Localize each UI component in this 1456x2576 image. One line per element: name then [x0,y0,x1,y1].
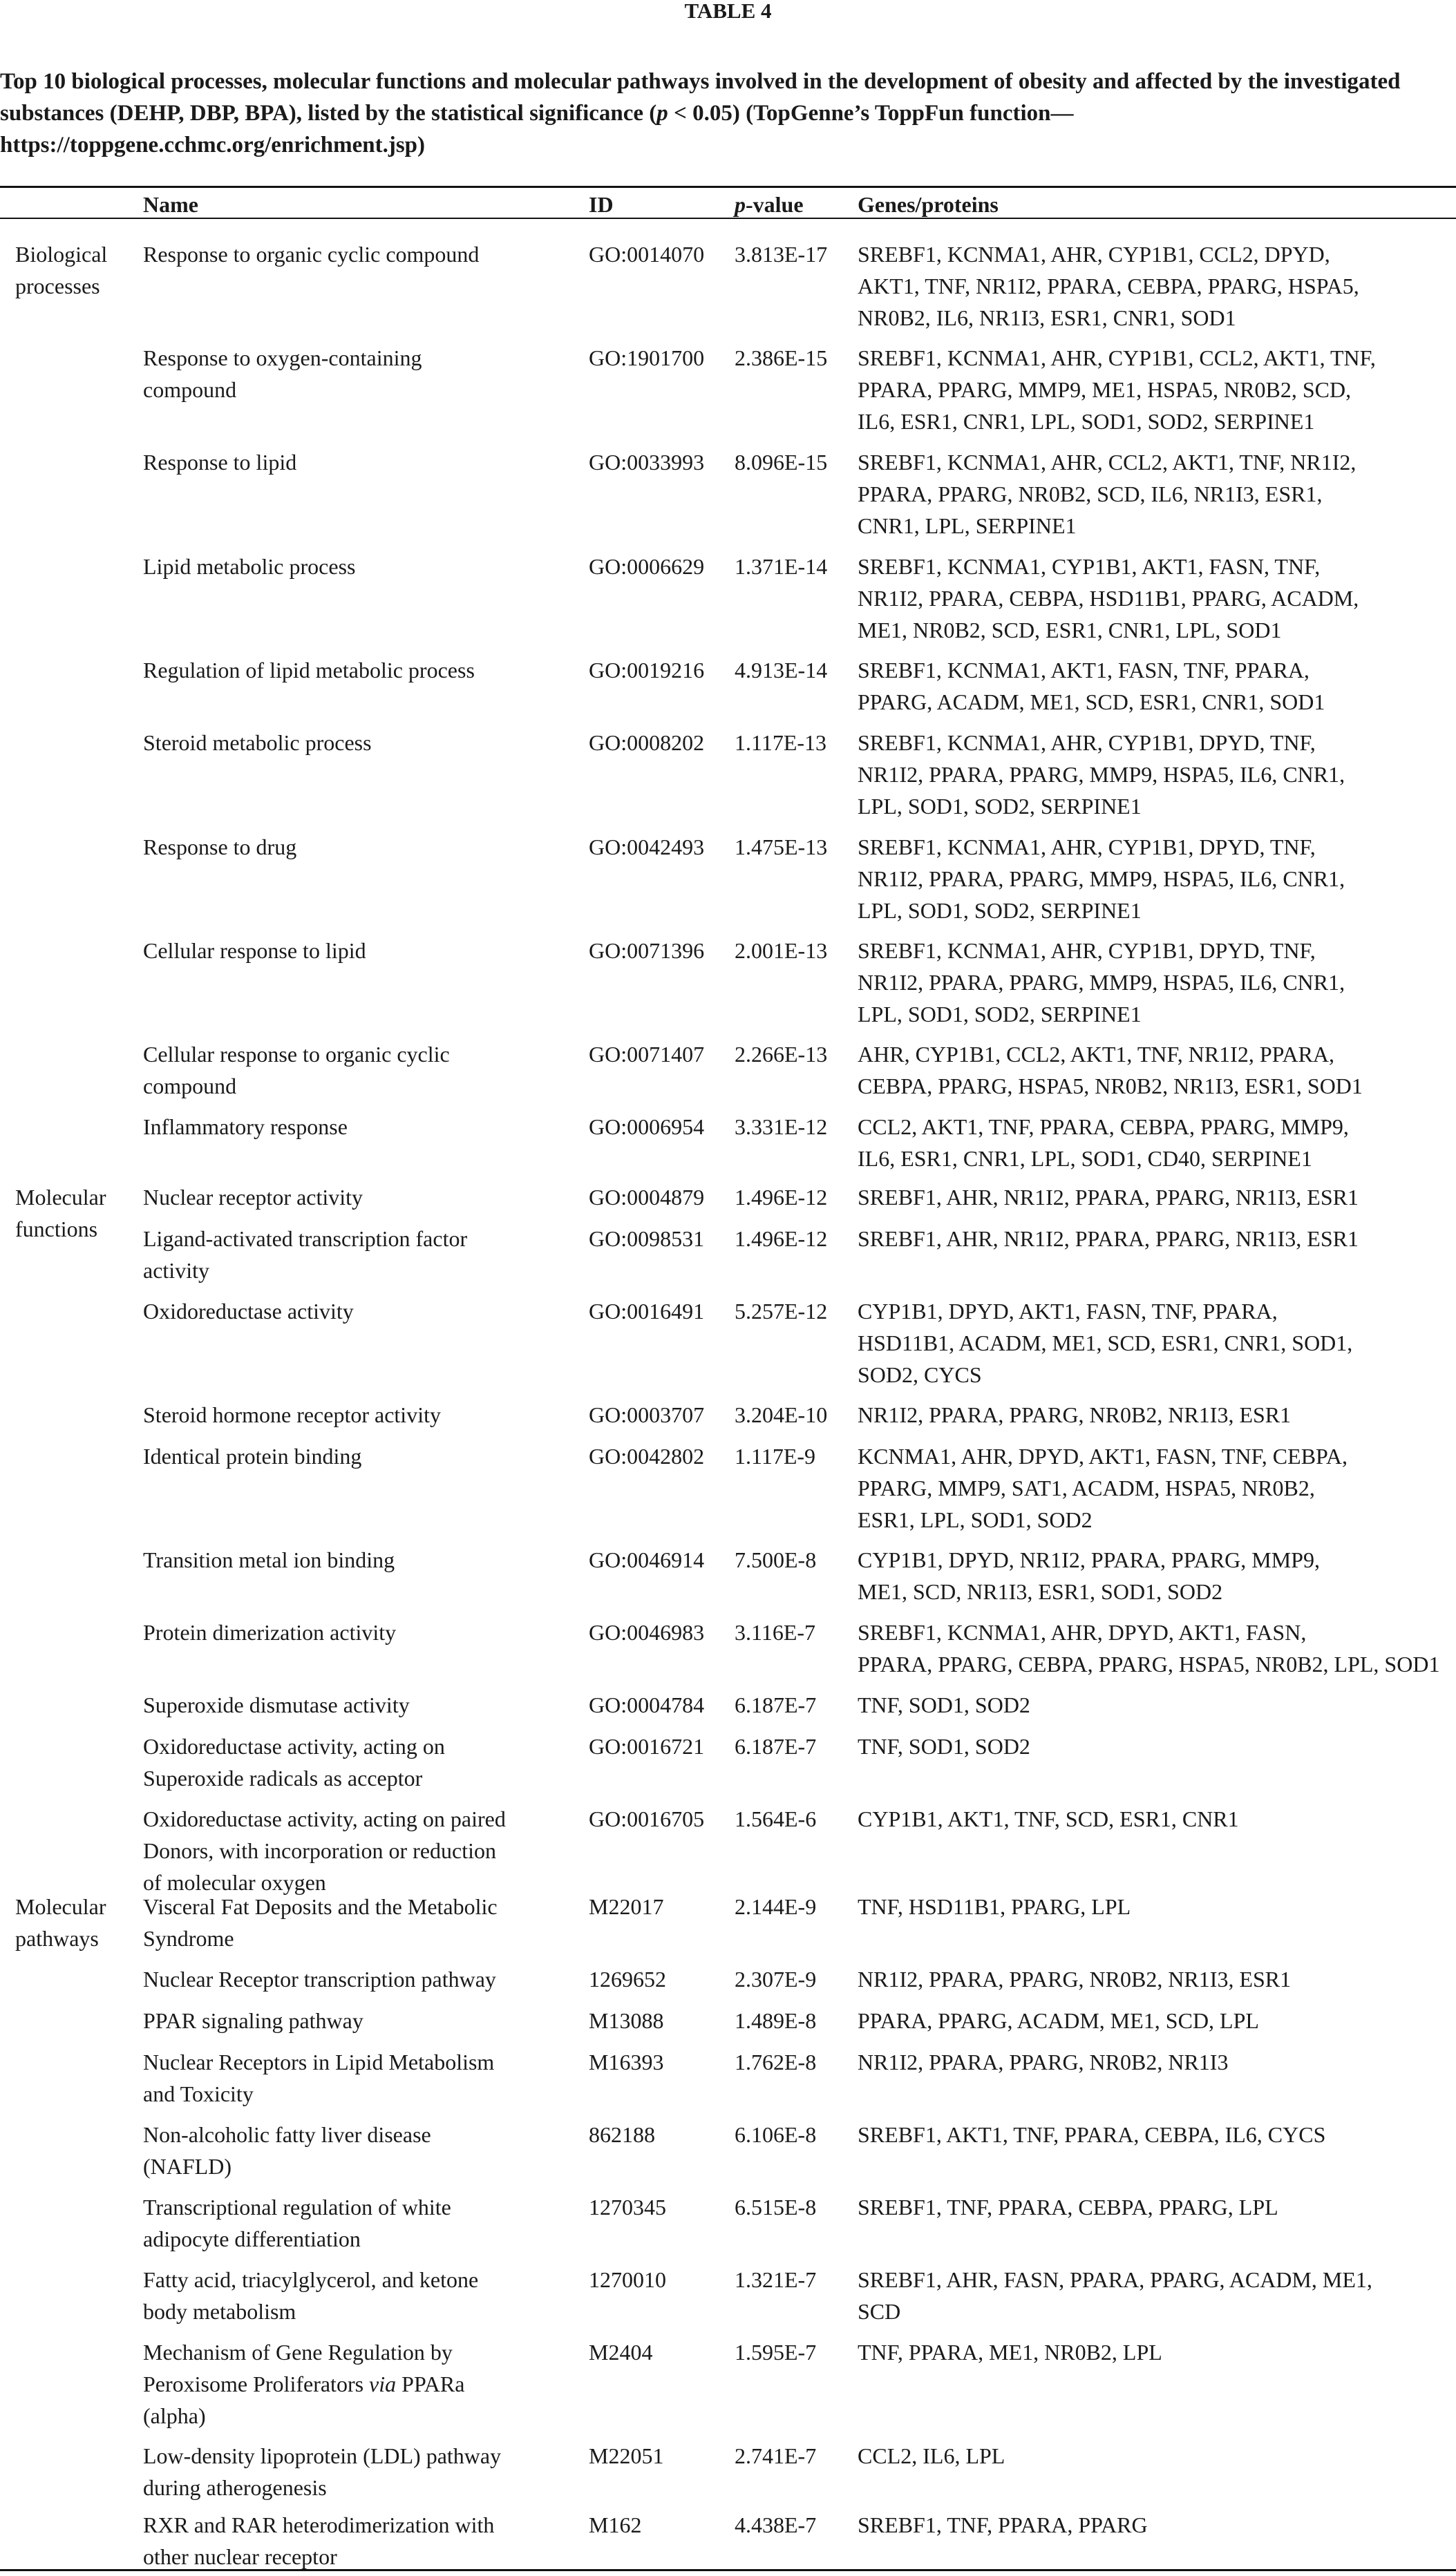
row-6-id: GO:0042493 [589,834,705,859]
row-5-genes: SREBF1, KCNMA1, AHR, CYP1B1, DPYD, TNF, NR1I2, PPARA, PPARG, MMP9, HSPA5, IL6, CNR1, LPL, SOD1, SOD2, SERPINE1 [858,730,1345,819]
row-26-name: Fatty acid, triacylglycerol, and ketone body metabolism [143,2267,479,2324]
row-18-genes: TNF, SOD1, SOD2 [858,1734,1030,1759]
row-12-name: Oxidoreductase activity [143,1299,354,1324]
row-6-genes: SREBF1, KCNMA1, AHR, CYP1B1, DPYD, TNF, NR1I2, PPARA, PPARG, MMP9, HSPA5, IL6, CNR1, LPL, SOD1, SOD2, SERPINE1 [858,834,1345,923]
header-id: ID [589,192,614,217]
row-21-name: Nuclear Receptor transcription pathway [143,1967,496,1992]
row-1-name: Response to oxygen-containing compound [143,345,422,402]
row-2-genes: SREBF1, KCNMA1, AHR, CCL2, AKT1, TNF, NR1I2, PPARA, PPARG, NR0B2, SCD, IL6, NR1I3, ESR1, CNR1, LPL, SERPINE1 [858,450,1356,538]
row-4-pvalue: 4.913E-14 [735,658,828,683]
row-24-pvalue: 6.106E-8 [735,2122,817,2147]
row-22-id: M13088 [589,2008,664,2033]
row-0-genes: SREBF1, KCNMA1, AHR, CYP1B1, CCL2, DPYD, AKT1, TNF, NR1I2, PPARA, CEBPA, PPARG, HSPA5, NR0B2, IL6, NR1I3, ESR1, CNR1, SOD1 [858,242,1359,330]
row-16-id: GO:0046983 [589,1620,705,1645]
row-16-pvalue: 3.116E-7 [735,1620,816,1645]
row-21-pvalue: 2.307E-9 [735,1967,817,1992]
table-bottom-rule [0,2569,1456,2571]
row-15-name: Transition metal ion binding [143,1547,395,1572]
row-29-pvalue: 4.438E-7 [735,2512,817,2537]
row-13-name: Steroid hormone receptor activity [143,1402,441,1427]
row-10-pvalue: 1.496E-12 [735,1185,828,1210]
row-0-name: Response to organic cyclic compound [143,242,480,267]
row-15-pvalue: 7.500E-8 [735,1547,817,1572]
row-26-pvalue: 1.321E-7 [735,2267,817,2292]
row-9-id: GO:0006954 [589,1114,705,1139]
row-23-genes: NR1I2, PPARA, PPARG, NR0B2, NR1I3 [858,2050,1229,2074]
row-9-genes: CCL2, AKT1, TNF, PPARA, CEBPA, PPARG, MMP9, IL6, ESR1, CNR1, LPL, SOD1, CD40, SERPINE1 [858,1114,1349,1171]
row-10-name: Nuclear receptor activity [143,1185,363,1210]
row-18-id: GO:0016721 [589,1734,705,1759]
row-22-pvalue: 1.489E-8 [735,2008,817,2033]
section-label-biological-processes: Biological processes [15,242,108,298]
row-17-genes: TNF, SOD1, SOD2 [858,1692,1030,1717]
row-11-pvalue: 1.496E-12 [735,1226,828,1251]
row-15-genes: CYP1B1, DPYD, NR1I2, PPARA, PPARG, MMP9, ME1, SCD, NR1I3, ESR1, SOD1, SOD2 [858,1547,1320,1604]
row-11-genes: SREBF1, AHR, NR1I2, PPARA, PPARG, NR1I3, ESR1 [858,1226,1359,1251]
row-25-genes: SREBF1, TNF, PPARA, CEBPA, PPARG, LPL [858,2195,1278,2220]
row-22-genes: PPARA, PPARG, ACADM, ME1, SCD, LPL [858,2008,1259,2033]
row-27-pvalue: 1.595E-7 [735,2340,817,2365]
row-7-pvalue: 2.001E-13 [735,938,828,963]
row-16-name: Protein dimerization activity [143,1620,397,1645]
caption-text-1: Top 10 biological processes, molecular functions and molecular pathways involved in the development of obesity and affected by the investigated substances (DEHP, DBP, BPA), listed by the statistical significance ( [0,69,1401,126]
row-2-name: Response to lipid [143,450,297,475]
row-28-id: M22051 [589,2443,664,2468]
row-14-name: Identical protein binding [143,1444,362,1469]
row-1-genes: SREBF1, KCNMA1, AHR, CYP1B1, CCL2, AKT1, TNF, PPARA, PPARG, MMP9, ME1, HSPA5, NR0B2, SCD, IL6, ESR1, CNR1, LPL, SOD1, SOD2, SERPINE1 [858,345,1376,434]
section-label-molecular-functions: Molecular functions [15,1185,106,1241]
row-23-pvalue: 1.762E-8 [735,2050,817,2074]
row-18-pvalue: 6.187E-7 [735,1734,817,1759]
row-4-genes: SREBF1, KCNMA1, AKT1, FASN, TNF, PPARA, PPARG, ACADM, ME1, SCD, ESR1, CNR1, SOD1 [858,658,1325,714]
row-29-name: RXR and RAR heterodimerization with other nuclear receptor [143,2512,495,2569]
header-pvalue-rest: -value [746,192,804,217]
row-20-pvalue: 2.144E-9 [735,1894,817,1919]
caption-text-2: < 0.05) (TopGenne’s ToppFun function—https://toppgene.cchmc.org/enrichment.jsp) [0,101,1074,158]
row-25-id: 1270345 [589,2195,666,2220]
table-top-rule [0,186,1456,188]
row-4-name: Regulation of lipid metabolic process [143,658,475,683]
row-10-genes: SREBF1, AHR, NR1I2, PPARA, PPARG, NR1I3, ESR1 [858,1185,1359,1210]
row-24-id: 862188 [589,2122,655,2147]
row-7-name: Cellular response to lipid [143,938,366,963]
row-19-name: Oxidoreductase activity, acting on paired Donors, with incorporation or reduction of molecular oxygen [143,1806,506,1895]
row-15-id: GO:0046914 [589,1547,705,1572]
header-p-symbol: p [735,192,746,217]
row-21-id: 1269652 [589,1967,666,1992]
row-18-name: Oxidoreductase activity, acting on Superoxide radicals as acceptor [143,1734,445,1791]
row-10-id: GO:0004879 [589,1185,705,1210]
row-17-id: GO:0004784 [589,1692,705,1717]
row-24-name: Non-alcoholic fatty liver disease (NAFLD) [143,2122,431,2179]
row-11-id: GO:0098531 [589,1226,705,1251]
row-3-id: GO:0006629 [589,554,705,579]
row-2-id: GO:0033993 [589,450,705,475]
row-8-id: GO:0071407 [589,1042,705,1067]
row-25-name: Transcriptional regulation of white adipocyte differentiation [143,2195,451,2251]
row-20-id: M22017 [589,1894,664,1919]
row-23-name: Nuclear Receptors in Lipid Metabolism and Toxicity [143,2050,495,2106]
row-26-id: 1270010 [589,2267,666,2292]
row-23-id: M16393 [589,2050,664,2074]
row-14-id: GO:0042802 [589,1444,705,1469]
table-header-rule [0,218,1456,219]
row-7-genes: SREBF1, KCNMA1, AHR, CYP1B1, DPYD, TNF, NR1I2, PPARA, PPARG, MMP9, HSPA5, IL6, CNR1, LPL, SOD1, SOD2, SERPINE1 [858,938,1345,1027]
row-22-name: PPAR signaling pathway [143,2008,363,2033]
row-6-name: Response to drug [143,834,297,859]
row-5-id: GO:0008202 [589,730,705,755]
row-13-genes: NR1I2, PPARA, PPARG, NR0B2, NR1I3, ESR1 [858,1402,1292,1427]
row-27-genes: TNF, PPARA, ME1, NR0B2, LPL [858,2340,1162,2365]
row-14-pvalue: 1.117E-9 [735,1444,816,1469]
row-8-pvalue: 2.266E-13 [735,1042,828,1067]
row-24-genes: SREBF1, AKT1, TNF, PPARA, CEBPA, IL6, CYCS [858,2122,1326,2147]
row-0-id: GO:0014070 [589,242,705,267]
row-12-pvalue: 5.257E-12 [735,1299,828,1324]
row-7-id: GO:0071396 [589,938,705,963]
row-19-pvalue: 1.564E-6 [735,1806,817,1831]
row-2-pvalue: 8.096E-15 [735,450,828,475]
row-29-id: M162 [589,2512,642,2537]
row-3-name: Lipid metabolic process [143,554,356,579]
row-3-pvalue: 1.371E-14 [735,554,828,579]
row-19-genes: CYP1B1, AKT1, TNF, SCD, ESR1, CNR1 [858,1806,1239,1831]
row-20-genes: TNF, HSD11B1, PPARG, LPL [858,1894,1131,1919]
row-21-genes: NR1I2, PPARA, PPARG, NR0B2, NR1I3, ESR1 [858,1967,1292,1992]
row-17-pvalue: 6.187E-7 [735,1692,817,1717]
row-28-pvalue: 2.741E-7 [735,2443,817,2468]
row-17-name: Superoxide dismutase activity [143,1692,410,1717]
row-0-pvalue: 3.813E-17 [735,242,828,267]
row-3-genes: SREBF1, KCNMA1, CYP1B1, AKT1, FASN, TNF, NR1I2, PPARA, CEBPA, HSD11B1, PPARG, ACADM, ME1, NR0B2, SCD, ESR1, CNR1, LPL, SOD1 [858,554,1359,642]
section-label-molecular-pathways: Molecular pathways [15,1894,106,1951]
row-9-pvalue: 3.331E-12 [735,1114,828,1139]
row-8-name: Cellular response to organic cyclic compound [143,1042,450,1098]
row-1-pvalue: 2.386E-15 [735,345,828,370]
row-28-name: Low-density lipoprotein (LDL) pathway during atherogenesis [143,2443,502,2500]
row-27-name: Mechanism of Gene Regulation by Peroxisome Proliferators via PPARa (alpha) [143,2340,465,2428]
row-13-id: GO:0003707 [589,1402,705,1427]
row-25-pvalue: 6.515E-8 [735,2195,817,2220]
table-caption [0,66,1456,161]
row-16-genes: SREBF1, KCNMA1, AHR, DPYD, AKT1, FASN, PPARA, PPARG, CEBPA, PPARG, HSPA5, NR0B2, LPL, SOD1 [858,1620,1440,1677]
row-5-name: Steroid metabolic process [143,730,372,755]
header-name: Name [143,192,198,217]
caption-p-symbol: p [656,101,668,126]
row-26-genes: SREBF1, AHR, FASN, PPARA, PPARG, ACADM, ME1, SCD [858,2267,1372,2324]
row-14-genes: KCNMA1, AHR, DPYD, AKT1, FASN, TNF, CEBPA, PPARG, MMP9, SAT1, ACADM, HSPA5, NR0B2, ESR1, LPL, SOD1, SOD2 [858,1444,1348,1532]
row-19-id: GO:0016705 [589,1806,705,1831]
row-9-name: Inflammatory response [143,1114,348,1139]
row-11-name: Ligand-activated transcription factor activity [143,1226,468,1283]
row-29-genes: SREBF1, TNF, PPARA, PPARG [858,2512,1148,2537]
header-pvalue [735,191,804,218]
row-27-id: M2404 [589,2340,653,2365]
header-genes: Genes/proteins [858,192,999,217]
row-13-pvalue: 3.204E-10 [735,1402,828,1427]
row-12-id: GO:0016491 [589,1299,705,1324]
row-1-id: GO:1901700 [589,345,705,370]
row-6-pvalue: 1.475E-13 [735,834,828,859]
table-label: TABLE 4 [684,0,772,23]
row-4-id: GO:0019216 [589,658,705,683]
row-28-genes: CCL2, IL6, LPL [858,2443,1005,2468]
row-8-genes: AHR, CYP1B1, CCL2, AKT1, TNF, NR1I2, PPARA, CEBPA, PPARG, HSPA5, NR0B2, NR1I3, ESR1, SOD1 [858,1042,1363,1098]
row-20-name: Visceral Fat Deposits and the Metabolic Syndrome [143,1894,498,1951]
row-5-pvalue: 1.117E-13 [735,730,827,755]
row-12-genes: CYP1B1, DPYD, AKT1, FASN, TNF, PPARA, HSD11B1, ACADM, ME1, SCD, ESR1, CNR1, SOD1, SOD2, CYCS [858,1299,1353,1387]
